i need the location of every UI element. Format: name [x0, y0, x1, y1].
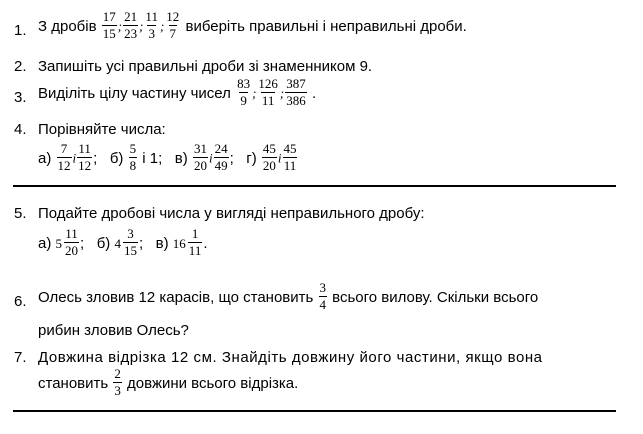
item-5-number: 5.	[14, 205, 27, 222]
item-1-text	[38, 11, 467, 42]
option-label: б)	[109, 150, 124, 167]
fraction: $\frac{45}{11}$	[283, 141, 297, 173]
punct: ;	[229, 150, 234, 167]
divider-line	[13, 185, 616, 187]
item-3-post: .	[311, 85, 317, 102]
fraction: $\frac{17}{15}$	[102, 9, 116, 41]
option-label: а)	[38, 235, 52, 252]
separator: ;	[139, 18, 144, 34]
item-3-pre: Виділіть цілу частину чисел	[38, 85, 231, 102]
item-3-text	[38, 78, 316, 109]
punct: ;	[80, 235, 85, 252]
item-6-number: 6.	[14, 293, 27, 310]
separator: ;	[117, 18, 123, 34]
option-rest: і 1;	[142, 150, 163, 167]
item-4-text: Порівняйте числа:	[38, 121, 166, 138]
option-label: г)	[246, 150, 257, 167]
item-5-text: Подайте дробові числа у вигляді неправильного дробу:	[38, 205, 425, 222]
item-1-pre: З дробів	[38, 18, 97, 35]
separator: і	[208, 150, 213, 166]
option-label: в)	[155, 235, 169, 252]
item-7-line-1: Довжина відрізка 12 см. Знайдіть довжину його частини, якщо вона	[38, 349, 543, 366]
fraction: $\frac{31}{20}$	[193, 141, 207, 173]
item-4-options	[38, 143, 299, 174]
fraction: $\frac{3}{4}$	[319, 280, 326, 312]
separator: ;	[279, 85, 285, 101]
punct: .	[203, 235, 208, 252]
fraction: $\frac{21}{23}$	[124, 9, 138, 41]
fraction: $\frac{45}{20}$	[262, 141, 276, 173]
item-6-line-1	[38, 282, 538, 313]
item-7-number: 7.	[14, 349, 27, 366]
mixed-number: 4 $\frac{3}{15}$	[114, 226, 137, 258]
item-7-pre: становить	[38, 375, 109, 392]
fraction: $\frac{12}{7}$	[166, 9, 180, 41]
item-5-options	[38, 228, 208, 259]
fraction: $\frac{24}{49}$	[214, 141, 228, 173]
item-7-post: довжини всього відрізка.	[127, 375, 299, 392]
separator: і	[277, 150, 282, 166]
fraction: $\frac{7}{12}$	[57, 141, 71, 173]
separator: ;	[252, 85, 257, 101]
fraction: $\frac{2}{3}$	[114, 366, 121, 398]
mixed-number: 16 $\frac{1}{11}$	[172, 226, 202, 258]
fraction: $\frac{11}{3}$	[145, 9, 158, 41]
separator: і	[72, 150, 77, 166]
option-label: в)	[174, 150, 188, 167]
item-6-pre: Олесь зловив 12 карасів, що становить	[38, 289, 314, 306]
item-6-post: всього вилову. Скільки всього	[332, 289, 539, 306]
mixed-number: 5 $\frac{11}{20}$	[55, 226, 79, 258]
punct: ;	[93, 150, 98, 167]
option-label: а)	[38, 150, 52, 167]
item-6-line-2: рибин зловив Олесь?	[38, 322, 189, 339]
fraction: $\frac{387}{386}$	[286, 76, 306, 108]
divider-line	[13, 410, 616, 412]
item-2-text: Запишіть усі правильні дроби зі знаменником 9.	[38, 58, 373, 75]
fraction: $\frac{5}{8}$	[129, 141, 137, 173]
fraction: $\frac{11}{12}$	[78, 141, 92, 173]
fraction: $\frac{83}{9}$	[237, 76, 251, 108]
item-1-number: 1.	[14, 22, 27, 39]
item-4-number: 4.	[14, 121, 27, 138]
item-1-post: виберіть правильні і неправильні дроби.	[185, 18, 467, 35]
fraction: $\frac{126}{11}$	[258, 76, 278, 108]
item-7-line-2	[38, 368, 298, 399]
option-label: б)	[96, 235, 111, 252]
item-2-number: 2.	[14, 58, 27, 75]
item-3-number: 3.	[14, 89, 27, 106]
punct: ;	[138, 235, 144, 252]
separator: ;	[159, 18, 165, 34]
